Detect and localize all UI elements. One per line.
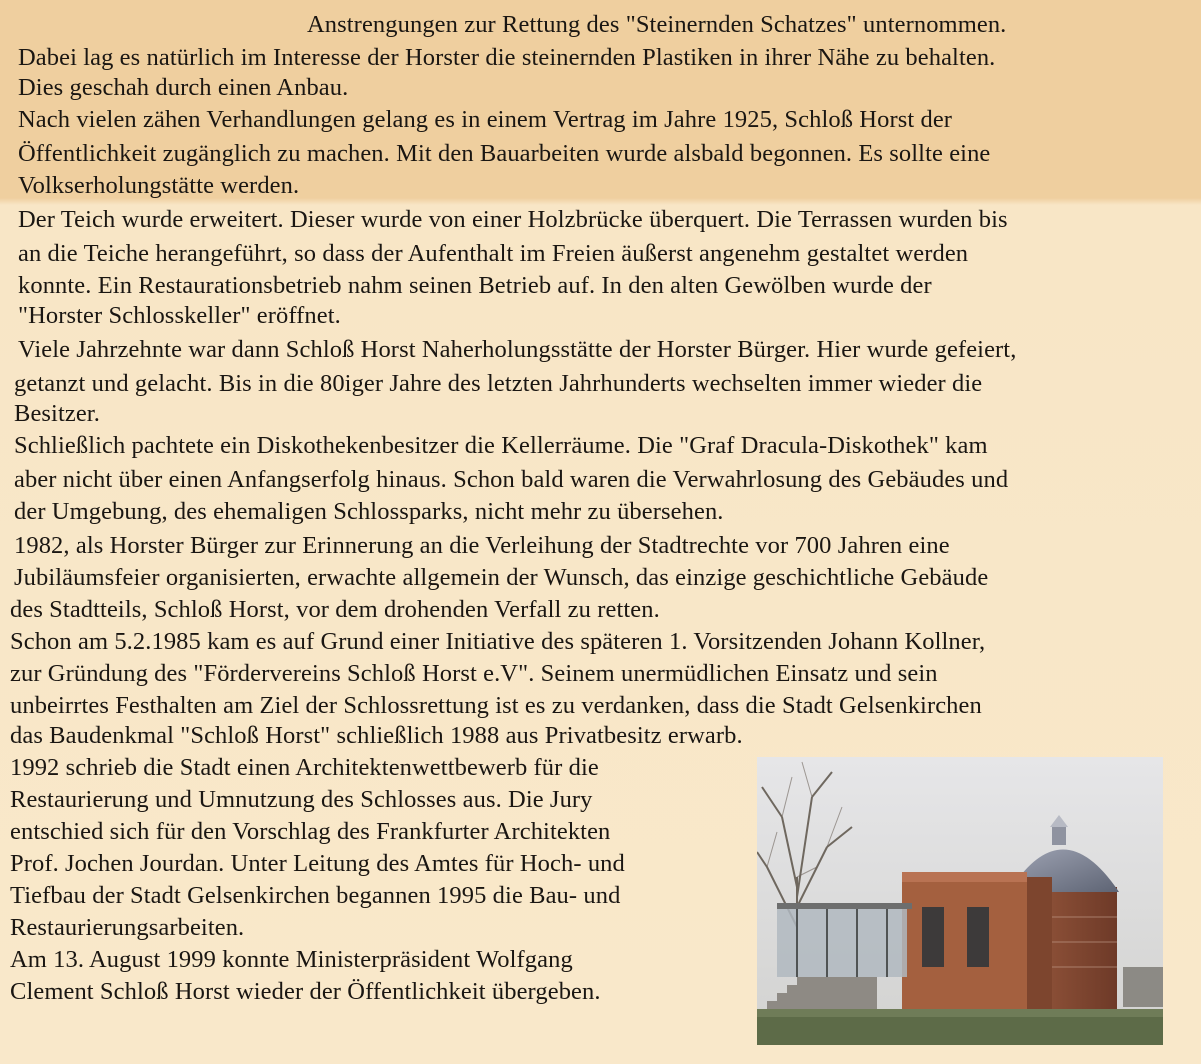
text-line: an die Teiche herangeführt, so dass der Aufenthalt im Freien äußerst angenehm gestaltet werden xyxy=(18,240,969,267)
text-line: der Umgebung, des ehemaligen Schlossparks, nicht mehr zu übersehen. xyxy=(14,498,724,525)
text-line: Dies geschah durch einen Anbau. xyxy=(18,74,349,101)
text-line: unbeirrtes Festhalten am Ziel der Schlossrettung ist es zu verdanken, dass die Stadt Gelsenkirchen xyxy=(10,692,982,719)
text-line: Schon am 5.2.1985 kam es auf Grund einer Initiative des späteren 1. Vorsitzenden Johann Kollner, xyxy=(10,628,986,655)
text-line: 1982, als Horster Bürger zur Erinnerung an die Verleihung der Stadtrechte vor 700 Jahren eine xyxy=(14,532,950,559)
text-line: Volkserholungstätte werden. xyxy=(18,172,300,199)
text-line: des Stadtteils, Schloß Horst, vor dem drohenden Verfall zu retten. xyxy=(10,596,660,623)
text-line: Nach vielen zähen Verhandlungen gelang es in einem Vertrag im Jahre 1925, Schloß Horst der xyxy=(18,106,953,133)
text-line: Restaurierung und Umnutzung des Schlosses aus. Die Jury xyxy=(10,786,593,813)
text-line: das Baudenkmal "Schloß Horst" schließlich 1988 aus Privatbesitz erwarb. xyxy=(10,722,743,749)
text-line: Am 13. August 1999 konnte Ministerpräsident Wolfgang xyxy=(10,946,573,973)
text-line: konnte. Ein Restaurationsbetrieb nahm seinen Betrieb auf. In den alten Gewölben wurde der xyxy=(18,272,932,299)
text-line: Der Teich wurde erweitert. Dieser wurde von einer Holzbrücke überquert. Die Terrassen wurden bis xyxy=(18,206,1008,233)
text-line: getanzt und gelacht. Bis in die 80iger Jahre des letzten Jahrhunderts wechselten immer wieder die xyxy=(14,370,983,397)
text-line: Restaurierungsarbeiten. xyxy=(10,914,245,941)
text-line: Schließlich pachtete ein Diskothekenbesitzer die Kellerräume. Die "Graf Dracula-Diskothek" kam xyxy=(14,432,988,459)
text-line: Viele Jahrzehnte war dann Schloß Horst Naherholungsstätte der Horster Bürger. Hier wurde gefeiert, xyxy=(18,336,1017,363)
text-line: 1992 schrieb die Stadt einen Architektenwettbewerb für die xyxy=(10,754,599,781)
text-line: zur Gründung des "Fördervereins Schloß Horst e.V". Seinem unermüdlichen Einsatz und sein xyxy=(10,660,938,687)
text-line: entschied sich für den Vorschlag des Frankfurter Architekten xyxy=(10,818,611,845)
text-line: Tiefbau der Stadt Gelsenkirchen begannen 1995 die Bau- und xyxy=(10,882,621,909)
text-line: aber nicht über einen Anfangserfolg hinaus. Schon bald waren die Verwahrlosung des Gebäudes und xyxy=(14,466,1009,493)
text-line: Anstrengungen zur Rettung des "Steinernden Schatzes" unternommen. xyxy=(307,11,1007,38)
text-line: Dabei lag es natürlich im Interesse der Horster die steinernden Plastiken in ihrer Nähe zu behalten. xyxy=(18,44,996,71)
text-line: Prof. Jochen Jourdan. Unter Leitung des Amtes für Hoch- und xyxy=(10,850,625,877)
text-line: Besitzer. xyxy=(14,400,100,427)
text-line: Öffentlichkeit zugänglich zu machen. Mit den Bauarbeiten wurde alsbald begonnen. Es sollte eine xyxy=(18,140,991,167)
castle-photo xyxy=(757,757,1163,1045)
text-line: Clement Schloß Horst wieder der Öffentlichkeit übergeben. xyxy=(10,978,601,1005)
text-line: Jubiläumsfeier organisierten, erwachte allgemein der Wunsch, das einzige geschichtliche Gebäude xyxy=(14,564,989,591)
castle-photo-drawing xyxy=(757,757,1163,1045)
text-line: "Horster Schlosskeller" eröffnet. xyxy=(18,302,341,329)
